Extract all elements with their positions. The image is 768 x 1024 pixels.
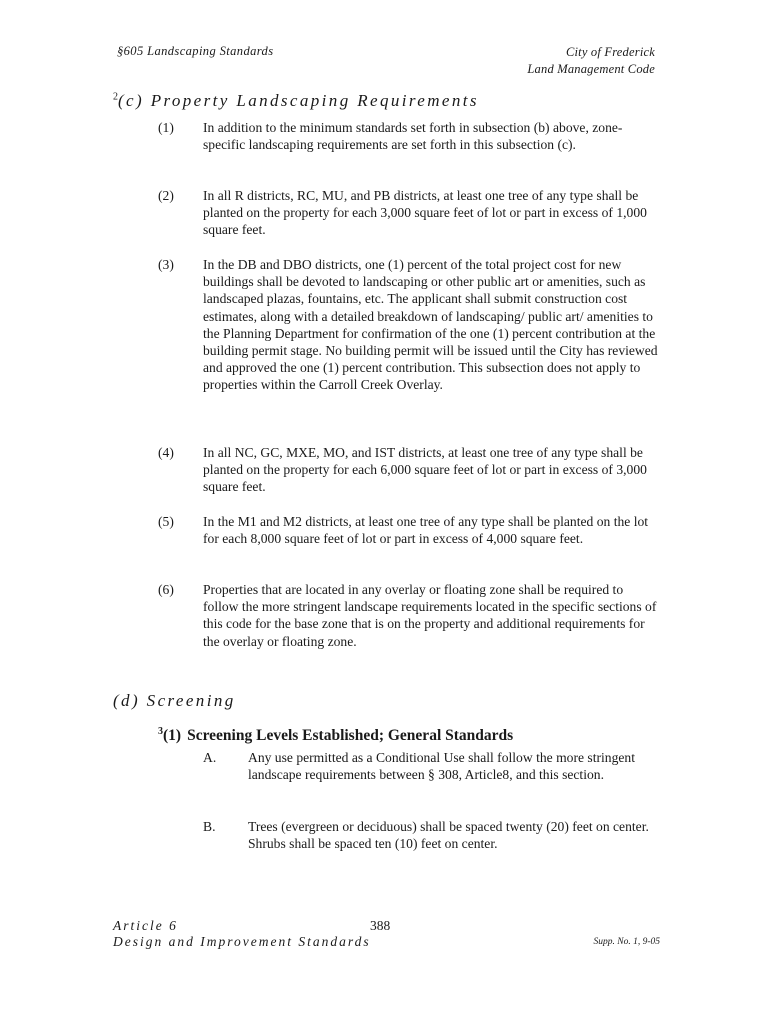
footer-article xyxy=(113,918,371,950)
header-city: City of Frederick xyxy=(565,45,655,59)
item-number: (2) xyxy=(158,188,174,203)
item-text: Properties that are located in any overlay or floating zone shall be required to follow the more stringent landscape requirements located in the specific sections of this code for the base zone that is on the property and additional requirements for the overlay or floating zone. xyxy=(203,582,657,649)
item-number: (6) xyxy=(158,582,174,597)
subsection-title: Screening Levels Established; General Standards xyxy=(187,727,514,745)
item-text: Trees (evergreen or deciduous) shall be spaced twenty (20) feet on center. Shrubs shall be spaced ten (10) feet on center. xyxy=(248,819,649,852)
list-item xyxy=(203,749,663,783)
item-text: In all R districts, RC, MU, and PB districts, at least one tree of any type shall be planted on the property for each 3,000 square feet of lot or part in excess of 1,000 square feet. xyxy=(203,188,647,238)
footnote-marker: 3 xyxy=(158,726,163,737)
footer-article-title: Design and Improvement Standards xyxy=(113,934,371,949)
list-item xyxy=(158,513,658,547)
footnote-marker: 2 xyxy=(113,91,118,103)
item-number: (4) xyxy=(158,445,174,460)
section-c-title: (c) Property Landscaping Requirements xyxy=(118,91,479,110)
list-item xyxy=(203,818,663,852)
list-item xyxy=(158,256,658,394)
item-text: Any use permitted as a Conditional Use shall follow the more stringent landscape requirements between § 308, Article8, and this section. xyxy=(248,750,635,783)
item-number: (1) xyxy=(158,120,174,135)
page-number: 388 xyxy=(370,918,391,933)
section-d-title: (d) Screening xyxy=(113,691,236,710)
supplement-note: Supp. No. 1, 9-05 xyxy=(593,937,660,947)
subsection-heading xyxy=(158,726,513,745)
list-item xyxy=(158,119,658,153)
item-number: (5) xyxy=(158,514,174,529)
header-section-title: §605 Landscaping Standards xyxy=(117,44,274,58)
header-code-title xyxy=(527,44,655,78)
footer-article-number: Article 6 xyxy=(113,918,178,933)
header-code-name: Land Management Code xyxy=(527,62,655,76)
item-text: In addition to the minimum standards set forth in subsection (b) above, zone-specific landscaping requirements are set forth in this subsection (c). xyxy=(203,120,623,153)
subsection-number: (1) xyxy=(163,727,182,745)
item-letter: A. xyxy=(203,750,217,765)
list-item xyxy=(158,444,658,496)
section-c-heading xyxy=(113,91,479,111)
item-text: In the M1 and M2 districts, at least one tree of any type shall be planted on the lot for each 8,000 square feet of lot or part in excess of 4,000 square feet. xyxy=(203,514,649,547)
item-text: In the DB and DBO districts, one (1) percent of the total project cost for new buildings shall be devoted to landscaping or other public art or amenities, such as landscaped plazas, fountains, etc. The applicant shall submit construction cost estimates, along with a detailed breakdown of landscaping/ public art/ amenities to the Planning Department for confirmation of the one (1) percent contribution at the building permit stage. No building permit will be issued until the City has reviewed and approved the one (1) percent contribution. This subsection does not apply to properties within the Carroll Creek Overlay. xyxy=(203,257,658,393)
item-letter: B. xyxy=(203,819,216,834)
item-number: (3) xyxy=(158,257,174,272)
list-item xyxy=(158,581,658,650)
item-text: In all NC, GC, MXE, MO, and IST districts, at least one tree of any type shall be planted on the property for each 6,000 square feet of lot or part in excess of 3,000 square feet. xyxy=(203,445,647,495)
list-item xyxy=(158,187,658,239)
